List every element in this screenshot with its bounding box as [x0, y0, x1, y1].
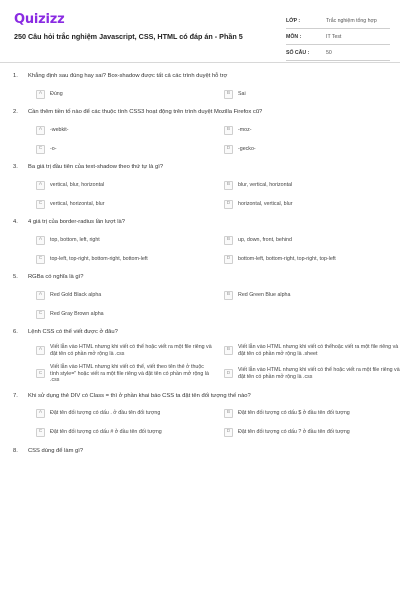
question-item	[0, 273, 400, 320]
option-letter-box: B	[224, 126, 233, 135]
option-text: horizontal, vertical, blur	[238, 200, 293, 207]
question-item	[0, 447, 400, 455]
answer-options	[36, 408, 400, 439]
answer-option[interactable]	[224, 234, 400, 246]
option-letter-box: A	[36, 291, 45, 300]
question-text: RGBa có nghĩa là gì?	[28, 274, 84, 280]
option-text: bottom-left, bottom-right, top-right, top-left	[238, 255, 336, 262]
option-letter-box: B	[224, 291, 233, 300]
answer-option[interactable]	[36, 88, 212, 100]
question-number: 5.	[13, 274, 18, 280]
question-list	[0, 72, 400, 463]
worksheet-header	[0, 0, 400, 63]
answer-option[interactable]	[36, 234, 212, 246]
worksheet-title: 250 Câu hỏi trắc nghiệm Javascript, CSS, HTML có đáp án - Phần 5	[14, 32, 243, 41]
answer-options	[36, 234, 400, 265]
question-number: 3.	[13, 164, 18, 170]
answer-option[interactable]	[36, 253, 212, 265]
question-number: 7.	[13, 392, 18, 399]
option-letter-box: A	[36, 346, 45, 355]
option-letter-box: D	[224, 428, 233, 437]
question-number: 6.	[13, 329, 18, 335]
answer-option[interactable]	[224, 364, 400, 384]
question-head	[0, 108, 400, 116]
option-text: Red Gold Black alpha	[50, 291, 102, 298]
option-text: top, bottom, left, right	[50, 236, 100, 243]
option-letter-box: D	[224, 369, 233, 378]
question-head	[0, 163, 400, 171]
question-text: CSS dùng để làm gì?	[28, 447, 84, 454]
answer-option[interactable]	[224, 179, 400, 191]
option-letter-box: C	[36, 310, 45, 319]
option-letter-box: C	[36, 145, 45, 154]
question-head	[0, 392, 400, 400]
option-letter-box: C	[36, 428, 45, 437]
option-letter-box: B	[224, 346, 233, 355]
quizizz-logo[interactable]: Quizizz	[14, 12, 65, 27]
answer-options	[36, 88, 400, 100]
option-letter-box: A	[36, 409, 45, 418]
answer-option[interactable]	[224, 427, 400, 439]
answer-option[interactable]	[36, 198, 212, 210]
option-letter-box: B	[224, 236, 233, 245]
option-letter-box: C	[36, 200, 45, 209]
option-letter-box: C	[36, 369, 45, 378]
answer-option[interactable]	[224, 408, 400, 420]
question-number: 2.	[13, 109, 18, 115]
question-text: Khi sử dụng thẻ DIV có Class = thì ở phần khai báo CSS ta đặt tên đối tượng thế nào?	[28, 392, 251, 399]
worksheet-meta	[286, 13, 390, 61]
option-letter-box: C	[36, 255, 45, 264]
option-text: Viết lẫn vào HTML nhưng khi viết có thể, viết theo tên thẻ ở thuộc tính style=" hoặc viết ra một file riêng và đặt tên có phần mở rộng là .css	[50, 364, 209, 383]
option-text: -webkit-	[50, 126, 69, 133]
option-text: Viết lẫn vào HTML nhưng khi viết có thểhoặc viết ra một file riêng và đặt tên có phần mở rộng là .sheet	[238, 344, 399, 357]
answer-options	[36, 179, 400, 210]
option-text: Đúng	[50, 90, 63, 97]
option-text: -gecko-	[238, 145, 256, 152]
question-item	[0, 163, 400, 210]
option-letter-box: A	[36, 90, 45, 99]
option-text: -moz-	[238, 126, 252, 133]
question-number: 1.	[13, 73, 18, 79]
meta-row-subject	[286, 29, 390, 45]
answer-options	[36, 289, 400, 320]
question-item	[0, 218, 400, 265]
question-head	[0, 447, 400, 455]
option-letter-box: D	[224, 200, 233, 209]
option-text: blur, vertical, horizontal	[238, 181, 293, 188]
option-text: Viết lẫn vào HTML nhưng khi viết có thể hoặc viết ra một file riêng và đặt tên có phần mở rộng là .css	[50, 344, 212, 357]
question-text: Lệnh CSS có thể viết được ở đâu?	[28, 329, 118, 335]
question-item	[0, 108, 400, 155]
option-text: Đặt tên đối tượng có dấu . ở đầu tên đối tượng	[50, 410, 161, 417]
answer-option[interactable]	[36, 143, 212, 155]
answer-option[interactable]	[224, 289, 400, 301]
question-text: Ba giá trị đầu tiên của text-shadow theo thứ tự là gì?	[28, 164, 164, 170]
answer-options	[36, 124, 400, 155]
question-text: Khẳng định sau đúng hay sai? Box-shadow được tất cả các trình duyệt hỗ trợ	[28, 73, 228, 79]
question-item	[0, 392, 400, 439]
question-number: 4.	[13, 219, 18, 225]
answer-option[interactable]	[36, 289, 212, 301]
question-head	[0, 218, 400, 226]
answer-option[interactable]	[224, 198, 400, 210]
option-letter-box: A	[36, 181, 45, 190]
answer-option[interactable]	[36, 427, 212, 439]
option-text: Viết lẫn vào HTML nhưng khi viết có thể hoặc viết ra một file riêng và đặt tên có phần mở rộng là .css	[238, 367, 400, 380]
meta-label: MÔN :	[286, 33, 302, 40]
meta-value: Trắc nghiệm tổng hợp	[326, 17, 377, 24]
answer-option[interactable]	[224, 344, 400, 357]
option-text: Red Gray Brown alpha	[50, 310, 104, 317]
question-item	[0, 72, 400, 100]
answer-option[interactable]	[36, 124, 212, 136]
answer-option[interactable]	[224, 124, 400, 136]
option-text: Đặt tên đối tượng có dấu # ở đầu tên đối tượng	[50, 429, 162, 436]
option-text: Sai	[238, 90, 246, 97]
answer-option[interactable]	[36, 179, 212, 191]
option-text: up, down, front, behind	[238, 236, 292, 243]
option-letter-box: B	[224, 90, 233, 99]
question-item	[0, 328, 400, 384]
option-letter-box: B	[224, 409, 233, 418]
option-text: Red Green Blue alpha	[238, 291, 291, 298]
question-head	[0, 328, 400, 336]
option-text: Đặt tên đối tượng có dấu ? ở đầu tên đối tượng	[238, 429, 350, 436]
meta-label: LỚP :	[286, 17, 301, 24]
question-number: 8.	[13, 447, 18, 454]
answer-option[interactable]	[36, 408, 212, 420]
answer-option[interactable]	[36, 308, 212, 320]
question-head	[0, 72, 400, 80]
option-letter-box: D	[224, 255, 233, 264]
option-letter-box: A	[36, 126, 45, 135]
meta-row-class	[286, 13, 390, 29]
answer-option[interactable]	[224, 88, 400, 100]
question-head	[0, 273, 400, 281]
meta-value: 50	[326, 49, 332, 56]
answer-option[interactable]	[36, 364, 212, 384]
meta-row-count	[286, 45, 390, 61]
option-text: top-left, top-right, bottom-right, bottom-left	[50, 255, 148, 262]
option-text: Đặt tên đối tượng có dấu $ ở đầu tên đối tượng	[238, 410, 350, 417]
meta-value: IT Test	[326, 33, 342, 40]
answer-option[interactable]	[224, 253, 400, 265]
meta-label: SỐ CÂU :	[286, 49, 310, 56]
option-letter-box: A	[36, 236, 45, 245]
option-text: -o-	[50, 145, 57, 152]
answer-options	[36, 344, 400, 384]
question-text: 4 giá trị của border-radius lần lượt là?	[28, 219, 125, 225]
answer-option[interactable]	[36, 344, 212, 357]
question-text: Cần thêm tiền tố nào để các thuộc tính CSS3 hoạt động trên trình duyệt Mozilla Firefox cũ?	[28, 109, 263, 115]
option-text: vertical, blur, horizontal	[50, 181, 105, 188]
option-letter-box: B	[224, 181, 233, 190]
answer-option[interactable]	[224, 143, 400, 155]
option-text: vertical, horizontal, blur	[50, 200, 105, 207]
option-letter-box: D	[224, 145, 233, 154]
